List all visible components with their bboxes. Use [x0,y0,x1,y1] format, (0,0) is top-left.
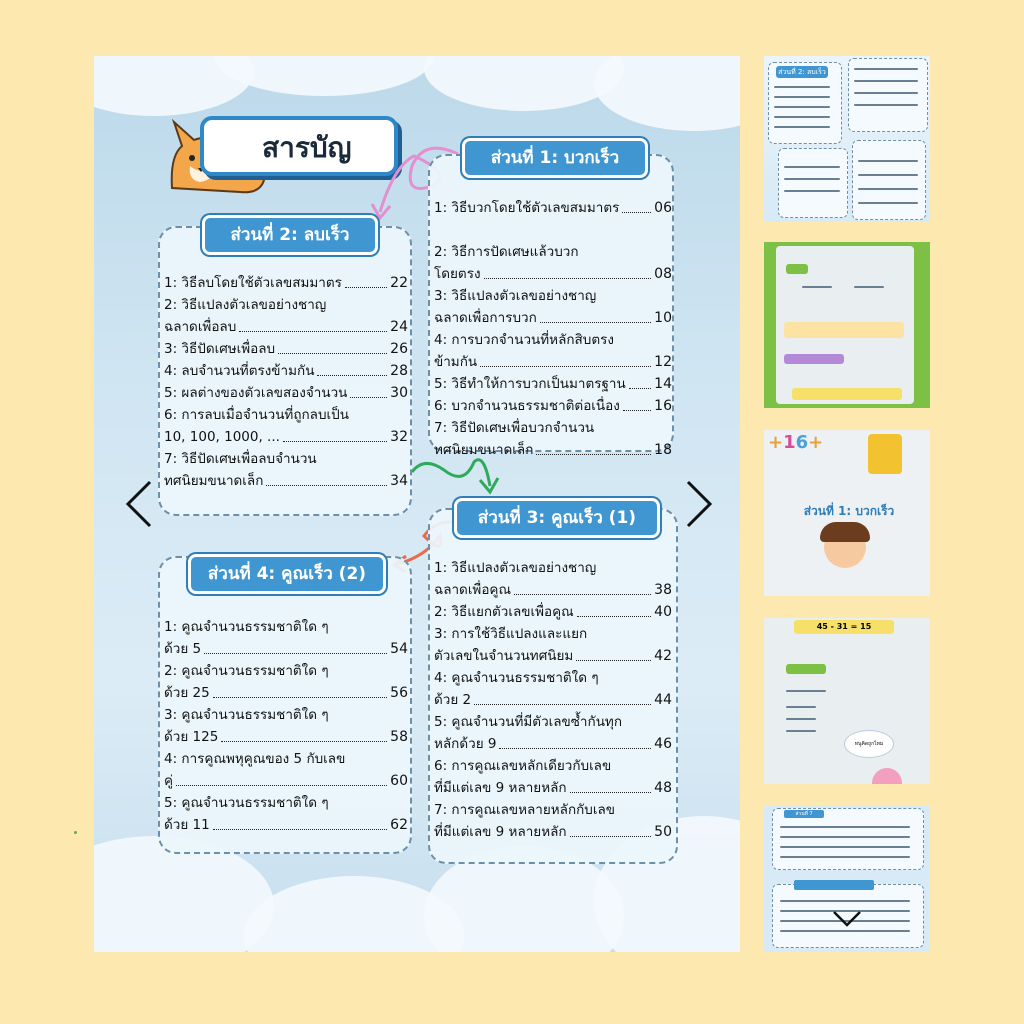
thumbnail-4[interactable] [764,618,930,784]
toc-page-number: 54 [390,641,408,657]
toc-item-text: ฉลาดเพื่อคูณ [434,582,511,598]
main-image [94,56,740,952]
toc-page-number: 42 [654,648,672,664]
dot-leader [204,638,387,654]
toc-item-title: 3: การใช้วิธีแปลงและแยก [434,626,588,642]
dot-leader [484,263,652,279]
toc-page-number: 24 [390,319,408,335]
toc-item-text: ด้วย 25 [164,685,210,701]
toc-item-text: คู่ [164,773,174,789]
toc-item-title: 4: การบวกจำนวนที่หลักสิบตรง [434,332,614,348]
dot-leader [176,770,387,786]
toc-item[interactable] [164,360,408,404]
toc-item[interactable] [164,250,408,294]
thumbnail-3-label: ส่วนที่ 1: บวกเร็ว [803,504,895,518]
toc-item-title: 7: วิธีปัดเศษเพื่อบวกจำนวน [434,420,595,436]
toc-item-title: 5: คูณจำนวนที่มีตัวเลขซ้ำกันทุก [434,714,622,730]
toc-item[interactable] [434,417,672,461]
toc-item-text: ฉลาดเพื่อการบวก [434,310,537,326]
toc-item-text: 3: วิธีปัดเศษเพื่อลบ [164,341,276,357]
toc-item-title: 4: คูณจำนวนธรรมชาติใด ๆ [434,670,599,686]
toc-item-text: ด้วย 2 [434,692,472,708]
dot-leader [622,197,651,213]
toc-item[interactable] [164,404,408,448]
toc-page-number: 16 [654,398,672,414]
toc-item-text: โดยตรง [434,266,481,282]
toc-page-number: 50 [654,824,672,840]
toc-page-number: 26 [390,341,408,357]
toc-item-text: ตัวเลขในจำนวนทศนิยม [434,648,574,664]
dot-leader [345,272,387,288]
toc-page-number: 46 [654,736,672,752]
toc-item-text: หลักด้วย 9 [434,736,497,752]
toc-item-text: 1: วิธีลบโดยใช้ตัวเลขสมมาตร [164,275,342,291]
toc-page-number: 14 [654,376,672,392]
toc-item-text: ฉลาดเพื่อลบ [164,319,237,335]
toc-item[interactable] [434,241,672,285]
toc-item-text: ด้วย 11 [164,817,210,833]
thumbnail-2[interactable] [764,242,930,408]
toc-item-title: 7: วิธีปัดเศษเพื่อลบจำนวน [164,451,317,467]
toc-item-title: 7: การคูณเลขหลายหลักกับเลข [434,802,615,818]
toc-item[interactable] [434,755,672,799]
toc-item-title: 1: คูณจำนวนธรรมชาติใด ๆ [164,619,329,635]
dot-leader [474,689,651,705]
toc-item-title: 3: วิธีแปลงตัวเลขอย่างชาญ [434,288,597,304]
toc-item-text: ทศนิยมขนาดเล็ก [164,473,264,489]
toc-item-title: 1: วิธีแปลงตัวเลขอย่างชาญ [434,560,597,576]
toc-item[interactable] [164,704,408,748]
decorative-dot [74,831,77,834]
dot-leader [623,395,651,411]
toc-item[interactable] [434,285,672,329]
toc-item-title: 3: คูณจำนวนธรรมชาติใด ๆ [164,707,329,723]
toc-page-number: 34 [390,473,408,489]
toc-item[interactable] [434,373,672,417]
toc-item-text: ด้วย 5 [164,641,202,657]
dot-leader [540,307,651,323]
toc-page-number: 32 [390,429,408,445]
toc-item-text: 4: ลบจำนวนที่ตรงข้ามกัน [164,363,315,379]
thumbnail-1-label: ส่วนที่ 2: ลบเร็ว [776,66,828,78]
dot-leader [570,777,652,793]
dot-leader [266,470,387,486]
thumbnail-3-numbers: +16+ [768,432,824,453]
dot-leader [221,726,387,742]
toc-item-title: 6: การลบเมื่อจำนวนที่ถูกลบเป็น [164,407,349,423]
thumbnail-4-bubble: หนูคิดถูกไหม [844,730,894,758]
section-2-heading: ส่วนที่ 2: ลบเร็ว [202,215,378,255]
dot-leader [350,382,387,398]
toc-item-text: 2: วิธีแยกตัวเลขเพื่อคูณ [434,604,574,620]
toc-page-number: 58 [390,729,408,745]
toc-item-title: 5: คูณจำนวนธรรมชาติใด ๆ [164,795,329,811]
toc-item-title: 4: การคูณพหุคูณของ 5 กับเลข [164,751,346,767]
toc-page-number: 60 [390,773,408,789]
thumbnail-5-label: ส่วนที่ 7 [784,810,824,818]
toc-item[interactable] [434,711,672,755]
toc-page-number: 40 [654,604,672,620]
toc-page-number: 12 [654,354,672,370]
section-3-heading: ส่วนที่ 3: คูณเร็ว (1) [454,498,660,538]
toc-item-text: 5: วิธีทำให้การบวกเป็นมาตรฐาน [434,376,626,392]
toc-item[interactable] [434,799,672,843]
toc-item-text: ทศนิยมขนาดเล็ก [434,442,534,458]
thumbnail-1[interactable] [764,56,930,222]
toc-item-text: ที่มีแต่เลข 9 หลายหลัก [434,824,567,840]
toc-item-text: ข้ามกัน [434,354,478,370]
dot-leader [570,821,652,837]
toc-item-title: 2: วิธีแปลงตัวเลขอย่างชาญ [164,297,327,313]
dot-leader [283,426,387,442]
toc-page-number: 10 [654,310,672,326]
dot-leader [499,733,651,749]
toc-item-text: ที่มีแต่เลข 9 หลายหลัก [434,780,567,796]
toc-item[interactable] [164,616,408,660]
toc-page-number: 18 [654,442,672,458]
toc-page-number: 06 [654,200,672,216]
toc-item[interactable] [164,792,408,836]
thumbnail-3[interactable] [764,430,930,596]
toc-page-number: 48 [654,780,672,796]
toc-item[interactable] [434,623,672,667]
dot-leader [213,682,387,698]
chevron-down-icon[interactable] [832,910,862,928]
toc-item[interactable] [164,448,408,492]
toc-item[interactable] [164,748,408,792]
thumbnail-5[interactable] [764,806,930,952]
toc-item-title: 6: การคูณเลขหลักเดียวกับเลข [434,758,612,774]
toc-item-title: 2: วิธีการปัดเศษแล้วบวก [434,244,579,260]
section-4-heading: ส่วนที่ 4: คูณเร็ว (2) [188,554,386,594]
chevron-right-icon[interactable] [684,480,714,528]
chevron-left-icon[interactable] [124,480,154,528]
toc-item-text: 5: ผลต่างของตัวเลขสองจำนวน [164,385,348,401]
toc-item-text: 10, 100, 1000, ... [164,429,280,445]
toc-item-text: 6: บวกจำนวนธรรมชาติต่อเนื่อง [434,398,620,414]
toc-page-number: 62 [390,817,408,833]
toc-page-number: 44 [654,692,672,708]
dot-leader [213,814,387,830]
toc-page-number: 30 [390,385,408,401]
toc-item[interactable] [434,667,672,711]
toc-item[interactable] [434,175,672,219]
toc-item[interactable] [164,660,408,704]
toc-page-number: 56 [390,685,408,701]
section-1-heading: ส่วนที่ 1: บวกเร็ว [462,138,648,178]
toc-item[interactable] [434,579,672,623]
dot-leader [577,601,651,617]
page-title: สารบัญ [262,131,352,164]
toc-page-number: 08 [654,266,672,282]
thumbnail-4-equation: 45 - 31 = 15 [794,620,894,634]
toc-item-title: 2: คูณจำนวนธรรมชาติใด ๆ [164,663,329,679]
toc-page-number: 28 [390,363,408,379]
dot-leader [576,645,651,661]
toc-item-text: 1: วิธีบวกโดยใช้ตัวเลขสมมาตร [434,200,620,216]
toc-page-number: 38 [654,582,672,598]
toc-item-text: ด้วย 125 [164,729,219,745]
dot-leader [536,439,651,455]
toc-page-number: 22 [390,275,408,291]
